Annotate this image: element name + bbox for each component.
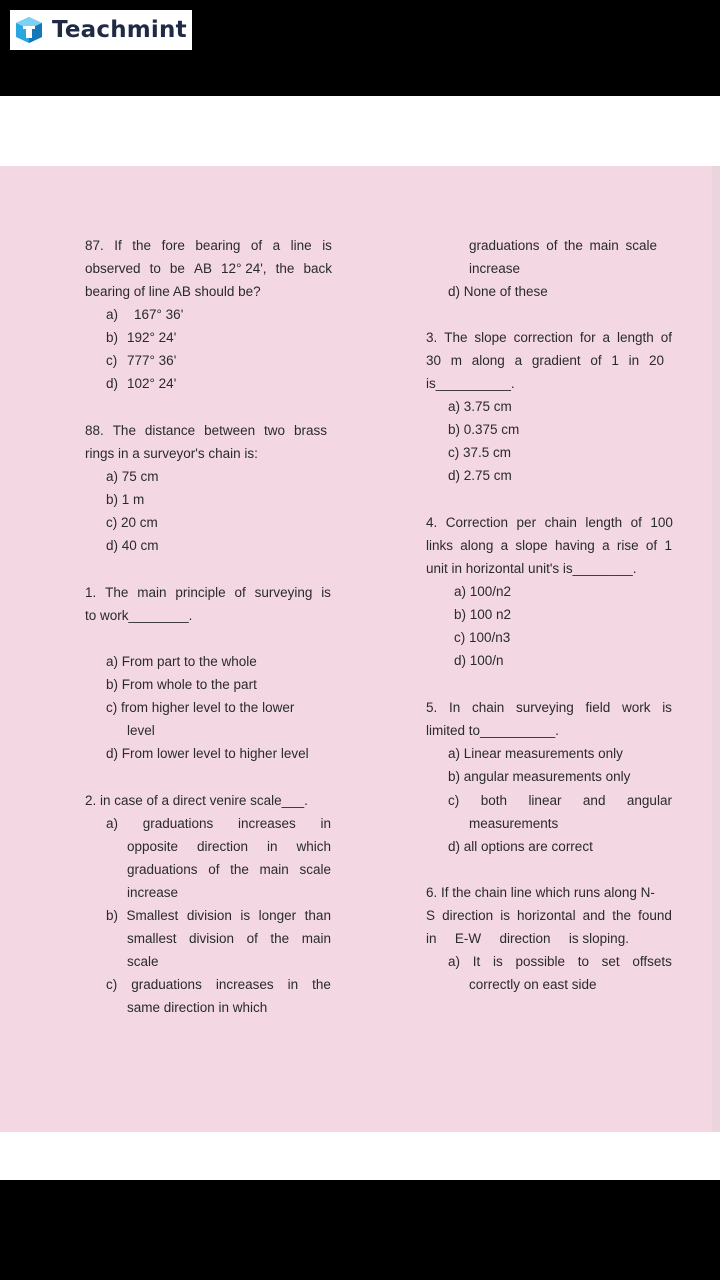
q4-line-3: unit in horizontal unit's is________. — [426, 561, 637, 576]
q1-option-b: b) From whole to the part — [106, 677, 257, 692]
q87-option-a-label: a) — [106, 307, 119, 322]
q88-option-a: a) 75 cm — [106, 469, 159, 484]
q3-option-a: a) 3.75 cm — [448, 399, 512, 414]
q87-option-d: 102° 24' — [127, 376, 177, 391]
q3-line-2: 30 m along a gradient of 1 in 20 — [426, 353, 664, 368]
q6-option-a-2: correctly on east side — [469, 977, 597, 992]
q5-line-2: limited to__________. — [426, 723, 559, 738]
document-page — [0, 166, 712, 1132]
q4-option-c: c) 100/n3 — [454, 630, 511, 645]
q2-option-a-3: graduations of the main scale — [127, 862, 331, 877]
q87-option-b: 192° 24' — [127, 330, 177, 345]
q87-option-b-label: b) — [106, 330, 119, 345]
q2-option-c-1: c) graduations increases in the — [106, 977, 331, 992]
q1-option-d: d) From lower level to higher level — [106, 746, 309, 761]
q2-option-d: d) None of these — [448, 284, 548, 299]
q87-option-a: 167° 36' — [134, 307, 184, 322]
q3-option-d: d) 2.75 cm — [448, 468, 512, 483]
q4-option-d: d) 100/n — [454, 653, 504, 668]
q2-cont-line-1: graduations of the main scale — [469, 238, 657, 253]
q4-line-1: 4. Correction per chain length of 100 — [426, 515, 673, 530]
q2-option-b-3: scale — [127, 954, 159, 969]
brand-name: Teachmint — [52, 17, 187, 43]
q4-line-2: links along a slope having a rise of 1 — [426, 538, 672, 553]
q6-option-a-1: a) It is possible to set offsets — [448, 954, 672, 969]
q6-line-3: in E-W direction is sloping. — [426, 931, 629, 946]
q2-line-1: 2. in case of a direct venire scale___. — [85, 793, 308, 808]
teachmint-logo — [10, 10, 192, 50]
q3-line-3: is__________. — [426, 376, 515, 391]
q2-option-c-2: same direction in which — [127, 1000, 268, 1015]
q2-option-a-1: a) graduations increases in — [106, 816, 331, 831]
q88-option-b: b) 1 m — [106, 492, 145, 507]
q5-option-b: b) angular measurements only — [448, 769, 631, 784]
q87-line-3: bearing of line AB should be? — [85, 284, 261, 299]
q2-option-b-2: smallest division of the main — [127, 931, 331, 946]
bottom-bar — [0, 1180, 720, 1280]
q2-option-a-4: increase — [127, 885, 179, 900]
q5-option-d: d) all options are correct — [448, 839, 593, 854]
q3-option-c: c) 37.5 cm — [448, 445, 512, 460]
q87-option-d-label: d) — [106, 376, 119, 391]
q88-line-2: rings in a surveyor's chain is: — [85, 446, 258, 461]
q1-option-c-cont: level — [127, 723, 155, 738]
q4-option-a: a) 100/n2 — [454, 584, 512, 599]
q4-option-b: b) 100 n2 — [454, 607, 512, 622]
q88-option-d: d) 40 cm — [106, 538, 159, 553]
q2-option-a-2: opposite direction in which — [127, 839, 331, 854]
q5-option-c-2: measurements — [469, 816, 559, 831]
q2-option-b-1: b) Smallest division is longer than — [106, 908, 331, 923]
q5-option-a: a) Linear measurements only — [448, 746, 623, 761]
q1-line-2: to work________. — [85, 608, 193, 623]
q1-option-c: c) from higher level to the lower — [106, 700, 295, 715]
q1-line-1: 1. The main principle of surveying is — [85, 585, 331, 600]
q88-option-c: c) 20 cm — [106, 515, 158, 530]
q6-line-2: S direction is horizontal and the found — [426, 908, 672, 923]
top-bar — [0, 0, 720, 96]
q5-line-1: 5. In chain surveying field work is — [426, 700, 672, 715]
q87-option-c: 777° 36' — [127, 353, 177, 368]
q2-cont-line-2: increase — [469, 261, 521, 276]
q5-option-c-1: c) both linear and angular — [448, 793, 672, 808]
page-edge — [712, 166, 720, 1132]
q87-line-2: observed to be AB 12° 24', the back — [85, 261, 332, 276]
q88-line-1: 88. The distance between two brass — [85, 423, 327, 438]
teachmint-logo-icon — [14, 15, 44, 45]
q87-option-c-label: c) — [106, 353, 118, 368]
q1-option-a: a) From part to the whole — [106, 654, 257, 669]
q87-line-1: 87. If the fore bearing of a line is — [85, 238, 332, 253]
q6-line-1: 6. If the chain line which runs along N- — [426, 885, 655, 900]
q3-line-1: 3. The slope correction for a length of — [426, 330, 672, 345]
q3-option-b: b) 0.375 cm — [448, 422, 520, 437]
